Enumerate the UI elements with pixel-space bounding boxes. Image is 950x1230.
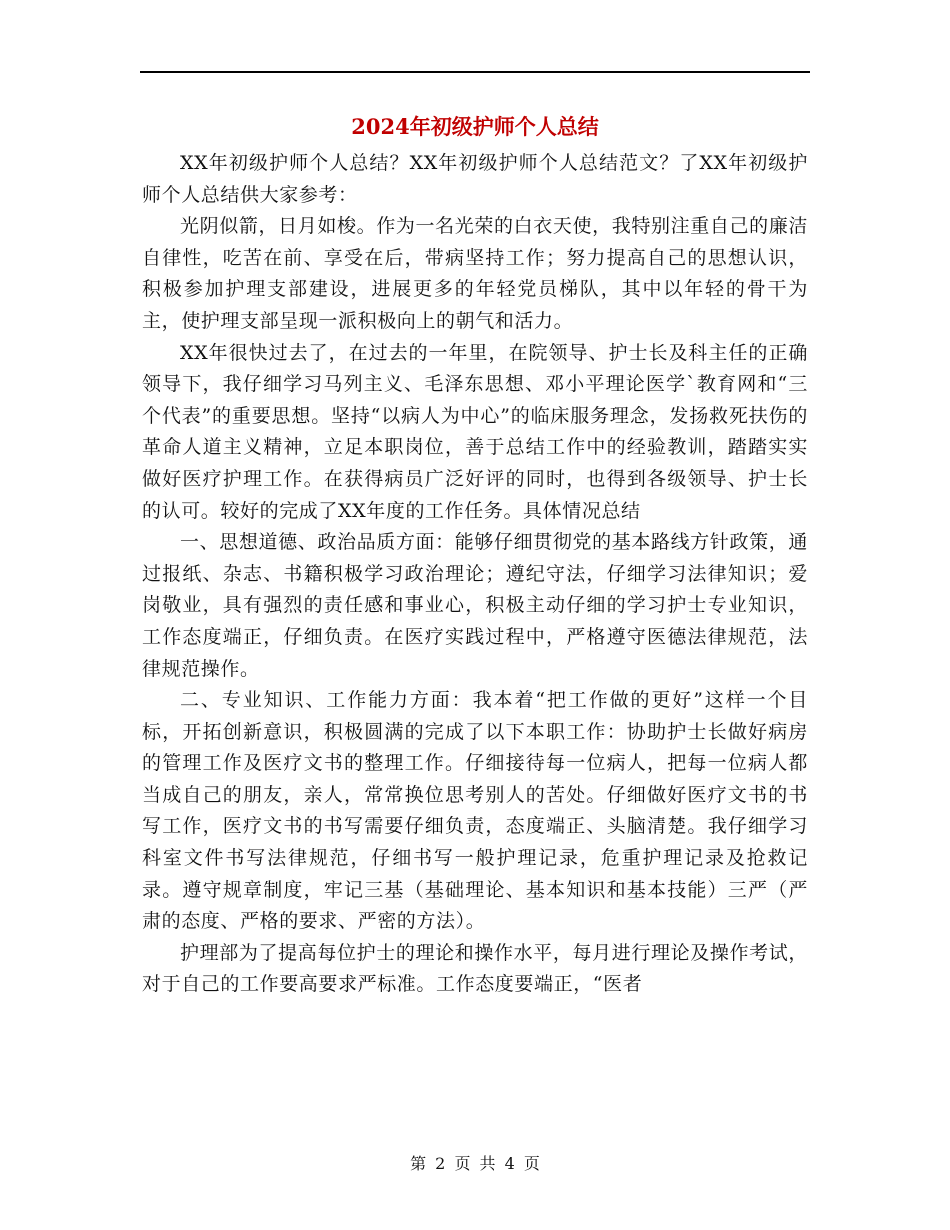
header-rule (140, 71, 810, 73)
document-title: 2024年初级护师个人总结 (351, 114, 599, 139)
paragraph-training: 护理部为了提高每位护士的理论和操作水平，每月进行理论及操作考试，对于自己的工作要高要求严标准。工作态度要端正，“医者 (142, 941, 808, 996)
paragraph-self-discipline: 光阴似箭，日月如梭。作为一名光荣的白衣天使，我特别注重自己的廉洁自律性，吃苦在前、享受在后，带病坚持工作；努力提高自己的思想认识，积极参加护理支部建设，进展更多的年轻党员梯队，其中以年轻的骨干为主，使护理支部呈现一派积极向上的朝气和活力。 (142, 215, 808, 332)
paragraph-intro: XX年初级护师个人总结？XX年初级护师个人总结范文？了XX年初级护师个人总结供大家参考： (142, 152, 808, 206)
paragraph-section-one: 一、思想道德、政治品质方面：能够仔细贯彻党的基本路线方针政策，通过报纸、杂志、书籍积极学习政治理论；遵纪守法，仔细学习法律知识；爱岗敬业，具有强烈的责任感和事业心，积极主动仔细的学习护士专业知识，工作态度端正，仔细负责。在医疗实践过程中，严格遵守医德法律规范，法律规范操作。 (142, 531, 808, 680)
page-number-footer: 第 2 页 共 4 页 (410, 1154, 540, 1173)
paragraph-section-two: 二、专业知识、工作能力方面：我本着“把工作做的更好”这样一个目标，开拓创新意识，积极圆满的完成了以下本职工作：协助护士长做好病房的管理工作及医疗文书的整理工作。仔细接待每一位病人，把每一位病人都当成自己的朋友，亲人，常常换位思考别人的苦处。仔细做好医疗文书的书写工作，医疗文书的书写需要仔细负责，态度端正、头脑清楚。我仔细学习科室文件书写法律规范，仔细书写一般护理记录，危重护理记录及抢救记录。遵守规章制度，牢记三基（基础理论、基本知识和基本技能）三严（严肃的态度、严格的要求、严密的方法）。 (142, 689, 808, 933)
document-body (142, 148, 808, 1001)
paragraph-year-review: XX年很快过去了，在过去的一年里，在院领导、护士长及科主任的正确领导下，我仔细学习马列主义、毛泽东思想、邓小平理论医学`教育网和“三个代表”的重要思想。坚持“以病人为中心”的临床服务理念，发扬救死扶伤的革命人道主义精神，立足本职岗位，善于总结工作中的经验教训，踏踏实实做好医疗护理工作。在获得病员广泛好评的同时，也得到各级领导、护士长的认可。较好的完成了XX年度的工作任务。具体情况总结 (142, 341, 808, 522)
